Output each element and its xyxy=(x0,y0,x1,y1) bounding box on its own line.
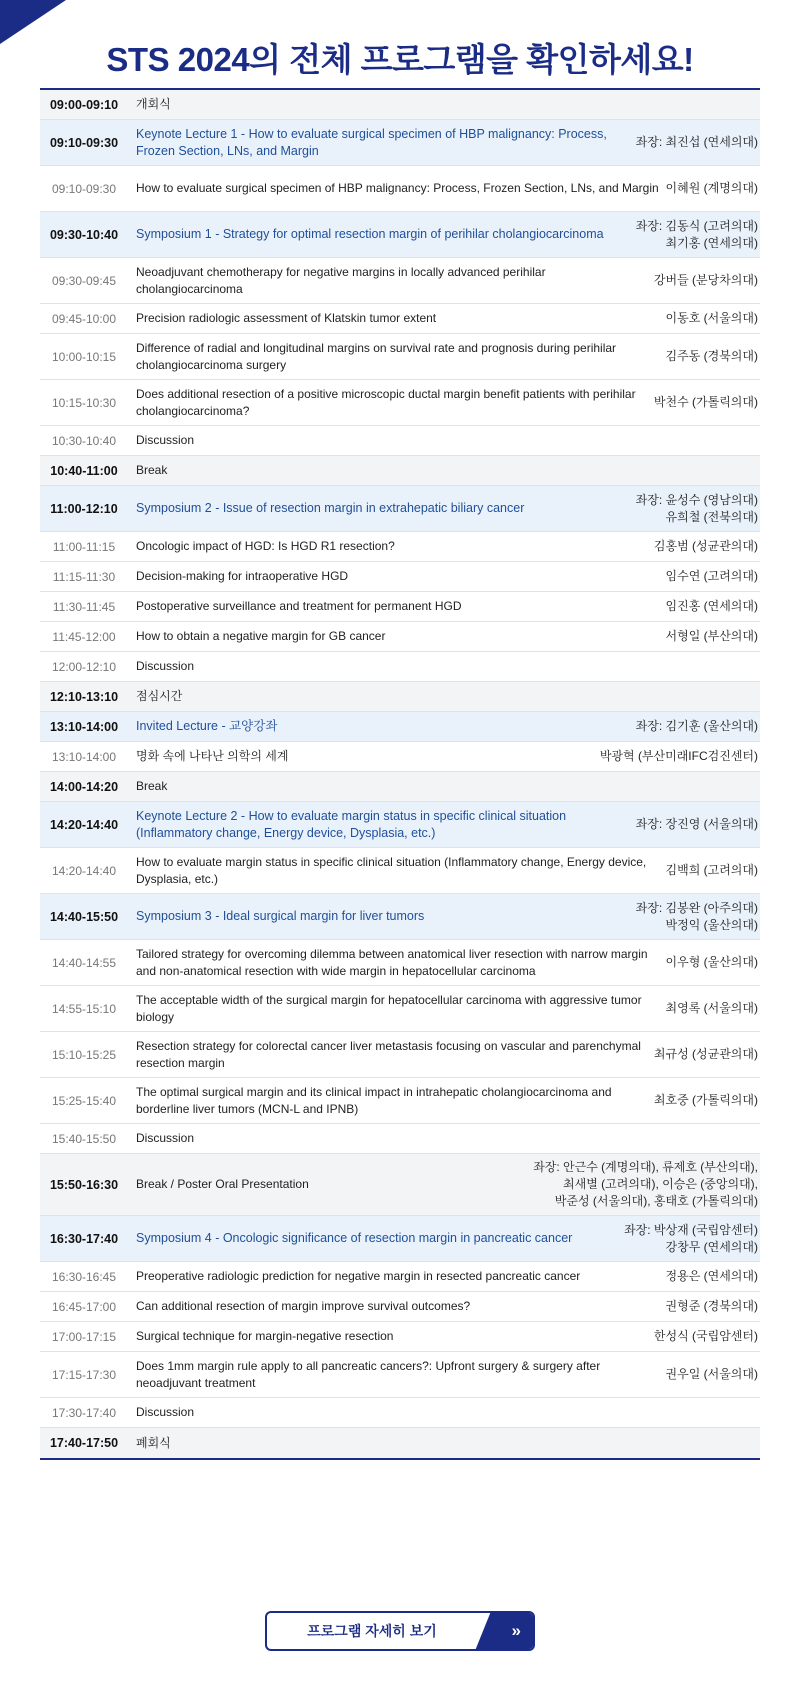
title-cell: Break / Poster Oral Presentation xyxy=(136,1177,309,1191)
title-cell: 점심시간 xyxy=(136,689,183,703)
break-row xyxy=(40,90,760,120)
speaker-line: 강버들 (분당차의대) xyxy=(653,273,758,287)
time-cell: 16:45-17:00 xyxy=(51,1299,117,1314)
title-cell: Does additional resection of a positive microscopic ductal margin benefit patients with perihilar cholangiocarcinoma? xyxy=(136,386,636,418)
title-cell: Break xyxy=(136,463,168,477)
speaker-cell xyxy=(654,1092,760,1109)
title-cell: Resection strategy for colorectal cancer liver metastasis focusing on vascular and parenchymal resection margin xyxy=(136,1038,641,1070)
title-cell: Precision radiologic assessment of Klatskin tumor extent xyxy=(136,311,437,325)
title-cell: Does 1mm margin rule apply to all pancreatic cancers?: Upfront surgery & surgery after neoadjuvant treatment xyxy=(136,1358,601,1390)
session-row xyxy=(40,120,760,166)
speaker-cell xyxy=(666,862,760,879)
program-row xyxy=(40,1032,760,1078)
time-cell: 12:00-12:10 xyxy=(51,659,117,674)
speaker-cell xyxy=(666,348,760,365)
break-row xyxy=(40,456,760,486)
title-cell: Neoadjuvant chemotherapy for negative margins in locally advanced perihilar cholangiocarcinoma xyxy=(136,264,546,296)
title-cell: Difference of radial and longitudinal margins on survival rate and prognosis during perihilar cholangiocarcinoma surgery xyxy=(136,340,617,372)
speaker-line: 서형일 (부산의대) xyxy=(665,629,758,643)
title-cell: Discussion xyxy=(136,433,195,447)
title-cell: Break xyxy=(136,779,168,793)
speaker-line: 임진홍 (연세의대) xyxy=(665,599,758,613)
title-cell: How to obtain a negative margin for GB cancer xyxy=(136,629,386,643)
speaker-line: 최규성 (성균관의대) xyxy=(653,1047,758,1061)
speaker-cell xyxy=(654,1046,760,1063)
speaker-cell xyxy=(666,628,760,645)
speaker-line: 박천수 (가톨릭의대) xyxy=(653,395,758,409)
title-cell: Discussion xyxy=(136,1131,195,1145)
time-cell: 16:30-16:45 xyxy=(51,1269,117,1284)
speaker-cell xyxy=(636,134,760,151)
program-row xyxy=(40,334,760,380)
time-cell: 11:00-11:15 xyxy=(52,539,116,554)
time-cell: 11:30-11:45 xyxy=(52,599,116,614)
speaker-line: 이혜원 (계명의대) xyxy=(665,181,758,195)
time-cell: 17:00-17:15 xyxy=(51,1329,117,1344)
title-cell: How to evaluate margin status in specific clinical situation (Inflammatory change, Energy device, Dysplasia, etc.) xyxy=(136,854,647,886)
title-cell: 폐회식 xyxy=(136,1435,171,1450)
title-cell: 개회식 xyxy=(136,97,171,111)
time-cell: 17:30-17:40 xyxy=(51,1405,117,1420)
program-row xyxy=(40,1292,760,1322)
time-cell: 09:30-10:40 xyxy=(49,227,119,242)
speaker-cell xyxy=(666,180,760,197)
title-cell: Postoperative surveillance and treatment for permanent HGD xyxy=(136,599,462,613)
program-row xyxy=(40,1352,760,1398)
break-row xyxy=(40,682,760,712)
speaker-line: 이우형 (울산의대) xyxy=(665,955,758,969)
time-cell: 14:55-15:10 xyxy=(51,1001,117,1016)
speaker-line: 좌장: 김기훈 (울산의대) xyxy=(635,719,758,733)
program-row xyxy=(40,166,760,212)
speaker-line: 좌장: 윤성수 (영남의대) xyxy=(635,492,758,507)
speaker-line: 김주동 (경북의대) xyxy=(665,349,758,363)
program-row xyxy=(40,304,760,334)
program-row xyxy=(40,562,760,592)
program-row xyxy=(40,426,760,456)
time-cell: 17:40-17:50 xyxy=(49,1436,119,1450)
time-cell: 10:15-10:30 xyxy=(51,395,117,410)
time-cell: 09:45-10:00 xyxy=(51,311,117,326)
speaker-cell xyxy=(666,1298,760,1315)
speaker-line: 박광혁 (부산미래IFC검진센터) xyxy=(599,749,758,763)
title-cell: Surgical technique for margin-negative resection xyxy=(136,1329,394,1343)
speaker-cell xyxy=(600,748,760,765)
double-chevron-right-icon: » xyxy=(511,1621,521,1640)
speaker-cell xyxy=(654,1328,760,1345)
speaker-cell xyxy=(666,954,760,971)
break-row xyxy=(40,1428,760,1458)
speaker-line: 최기홍 (연세의대) xyxy=(665,235,758,250)
speaker-cell xyxy=(666,1268,760,1285)
time-cell: 14:20-14:40 xyxy=(51,863,117,878)
speaker-cell xyxy=(636,218,760,252)
speaker-cell xyxy=(533,1159,760,1210)
speaker-line: 권우일 (서울의대) xyxy=(665,1367,758,1381)
time-cell: 15:25-15:40 xyxy=(51,1093,117,1108)
time-cell: 12:10-13:10 xyxy=(49,689,119,704)
time-cell: 09:10-09:30 xyxy=(49,135,119,150)
title-cell: The optimal surgical margin and its clinical impact in intrahepatic cholangiocarcinoma and borderline liver tumors (MCN-L and IPNB) xyxy=(136,1084,612,1116)
time-cell: 10:30-10:40 xyxy=(51,433,117,448)
time-cell: 15:50-16:30 xyxy=(49,1177,119,1192)
time-cell: 11:00-12:10 xyxy=(50,501,118,516)
speaker-line: 최호중 (가톨릭의대) xyxy=(653,1093,758,1107)
time-cell: 14:40-15:50 xyxy=(49,909,119,924)
program-row xyxy=(40,592,760,622)
speaker-cell xyxy=(666,598,760,615)
session-row xyxy=(40,486,760,532)
speaker-line: 박정익 (울산의대) xyxy=(665,917,758,932)
session-row xyxy=(40,894,760,940)
time-cell: 10:00-10:15 xyxy=(51,349,117,364)
time-cell: 15:40-15:50 xyxy=(51,1131,117,1146)
title-cell: Symposium 4 - Oncologic significance of resection margin in pancreatic cancer xyxy=(136,1231,573,1245)
title-cell: The acceptable width of the surgical margin for hepatocellular carcinoma with aggressive tumor biology xyxy=(136,992,642,1024)
speaker-cell xyxy=(654,394,760,411)
time-cell: 13:10-14:00 xyxy=(51,749,117,764)
speaker-cell xyxy=(636,816,760,833)
title-cell: Symposium 1 - Strategy for optimal resection margin of perihilar cholangiocarcinoma xyxy=(136,227,604,241)
speaker-line: 강창무 (연세의대) xyxy=(665,1239,758,1254)
speaker-line: 김백희 (고려의대) xyxy=(665,863,758,877)
title-cell: Symposium 3 - Ideal surgical margin for liver tumors xyxy=(136,909,425,923)
session-row xyxy=(40,712,760,742)
speaker-cell xyxy=(636,718,760,735)
title-cell: Invited Lecture - 교양강좌 xyxy=(136,719,278,733)
session-row xyxy=(40,1216,760,1262)
time-cell: 17:15-17:30 xyxy=(51,1367,117,1382)
speaker-line: 좌장: 장진영 (서울의대) xyxy=(635,817,758,831)
title-cell: How to evaluate surgical specimen of HBP malignancy: Process, Frozen Section, LNs, and Margin xyxy=(136,181,659,195)
speaker-cell xyxy=(666,568,760,585)
time-cell: 11:45-12:00 xyxy=(52,629,116,644)
speaker-cell xyxy=(666,1366,760,1383)
session-row xyxy=(40,802,760,848)
title-cell: Discussion xyxy=(136,659,195,673)
title-cell: Keynote Lecture 1 - How to evaluate surgical specimen of HBP malignancy: Process, Frozen Section, LNs, and Margin xyxy=(136,126,607,158)
speaker-line: 유희철 (전북의대) xyxy=(665,509,758,524)
speaker-line: 최새별 (고려의대), 이승은 (중앙의대), xyxy=(563,1177,758,1191)
speaker-line: 좌장: 최진섭 (연세의대) xyxy=(635,135,758,149)
speaker-cell xyxy=(636,900,760,934)
speaker-cell xyxy=(654,272,760,289)
program-table xyxy=(40,88,760,1460)
time-cell: 09:30-09:45 xyxy=(51,273,117,288)
program-row xyxy=(40,1078,760,1124)
program-row xyxy=(40,652,760,682)
time-cell: 09:10-09:30 xyxy=(51,181,117,196)
speaker-line: 권형준 (경북의대) xyxy=(665,1299,758,1313)
title-cell: Decision-making for intraoperative HGD xyxy=(136,569,349,583)
time-cell: 10:40-11:00 xyxy=(50,463,118,478)
time-cell: 15:10-15:25 xyxy=(51,1047,117,1062)
time-cell: 16:30-17:40 xyxy=(49,1231,119,1246)
speaker-line: 좌장: 김동식 (고려의대) xyxy=(635,218,758,233)
program-row xyxy=(40,940,760,986)
break-row xyxy=(40,772,760,802)
speaker-line: 이동호 (서울의대) xyxy=(665,311,758,325)
speaker-line: 좌장: 박상재 (국립암센터) xyxy=(624,1222,758,1237)
speaker-line: 좌장: 김봉완 (아주의대) xyxy=(635,900,758,915)
button-arrow-background xyxy=(476,1613,535,1649)
program-detail-button[interactable] xyxy=(265,1611,535,1651)
program-detail-button-label: 프로그램 자세히 보기 xyxy=(307,1623,437,1639)
title-cell: Can additional resection of margin improve survival outcomes? xyxy=(136,1299,471,1313)
program-row xyxy=(40,986,760,1032)
speaker-cell xyxy=(666,1000,760,1017)
title-cell: 명화 속에 나타난 의학의 세계 xyxy=(136,749,289,763)
title-cell: Symposium 2 - Issue of resection margin in extrahepatic biliary cancer xyxy=(136,501,525,515)
program-row xyxy=(40,1124,760,1154)
time-cell: 14:20-14:40 xyxy=(49,817,119,832)
speaker-line: 최영록 (서울의대) xyxy=(665,1001,758,1015)
program-row xyxy=(40,532,760,562)
title-cell: Discussion xyxy=(136,1405,195,1419)
program-row xyxy=(40,1322,760,1352)
time-cell: 14:00-14:20 xyxy=(49,779,119,794)
title-cell: Tailored strategy for overcoming dilemma between anatomical liver resection with narrow margin and non-anatomical resection with wide margin in hepatocellular carcinoma xyxy=(136,946,648,978)
speaker-cell xyxy=(624,1222,760,1256)
time-cell: 11:15-11:30 xyxy=(52,569,116,584)
speaker-line: 한성식 (국립암센터) xyxy=(653,1329,758,1343)
speaker-line: 임수연 (고려의대) xyxy=(665,569,758,583)
speaker-line: 박준성 (서울의대), 홍태호 (가톨릭의대) xyxy=(554,1194,758,1208)
program-row xyxy=(40,622,760,652)
page-title: STS 2024의 전체 프로그램을 확인하세요! xyxy=(106,41,694,78)
title-cell: Oncologic impact of HGD: Is HGD R1 resection? xyxy=(136,539,395,553)
speaker-cell xyxy=(636,492,760,526)
time-cell: 13:10-14:00 xyxy=(49,719,119,734)
time-cell: 14:40-14:55 xyxy=(51,955,117,970)
program-row xyxy=(40,258,760,304)
program-row xyxy=(40,380,760,426)
speaker-cell xyxy=(666,310,760,327)
program-row xyxy=(40,848,760,894)
title-cell: Preoperative radiologic prediction for negative margin in resected pancreatic cancer xyxy=(136,1269,581,1283)
time-cell: 09:00-09:10 xyxy=(49,97,119,112)
program-row xyxy=(40,1262,760,1292)
program-row xyxy=(40,742,760,772)
session-row xyxy=(40,212,760,258)
speaker-line: 좌장: 안근수 (계명의대), 류제호 (부산의대), xyxy=(533,1160,758,1174)
speaker-line: 김홍범 (성균관의대) xyxy=(653,539,758,553)
title-cell: Keynote Lecture 2 - How to evaluate margin status in specific clinical situation (Inflammatory change, Energy device, Dysplasia, etc.) xyxy=(136,808,567,840)
program-row xyxy=(40,1398,760,1428)
break-row xyxy=(40,1154,760,1216)
speaker-line: 정용은 (연세의대) xyxy=(665,1269,758,1283)
speaker-cell xyxy=(654,538,760,555)
